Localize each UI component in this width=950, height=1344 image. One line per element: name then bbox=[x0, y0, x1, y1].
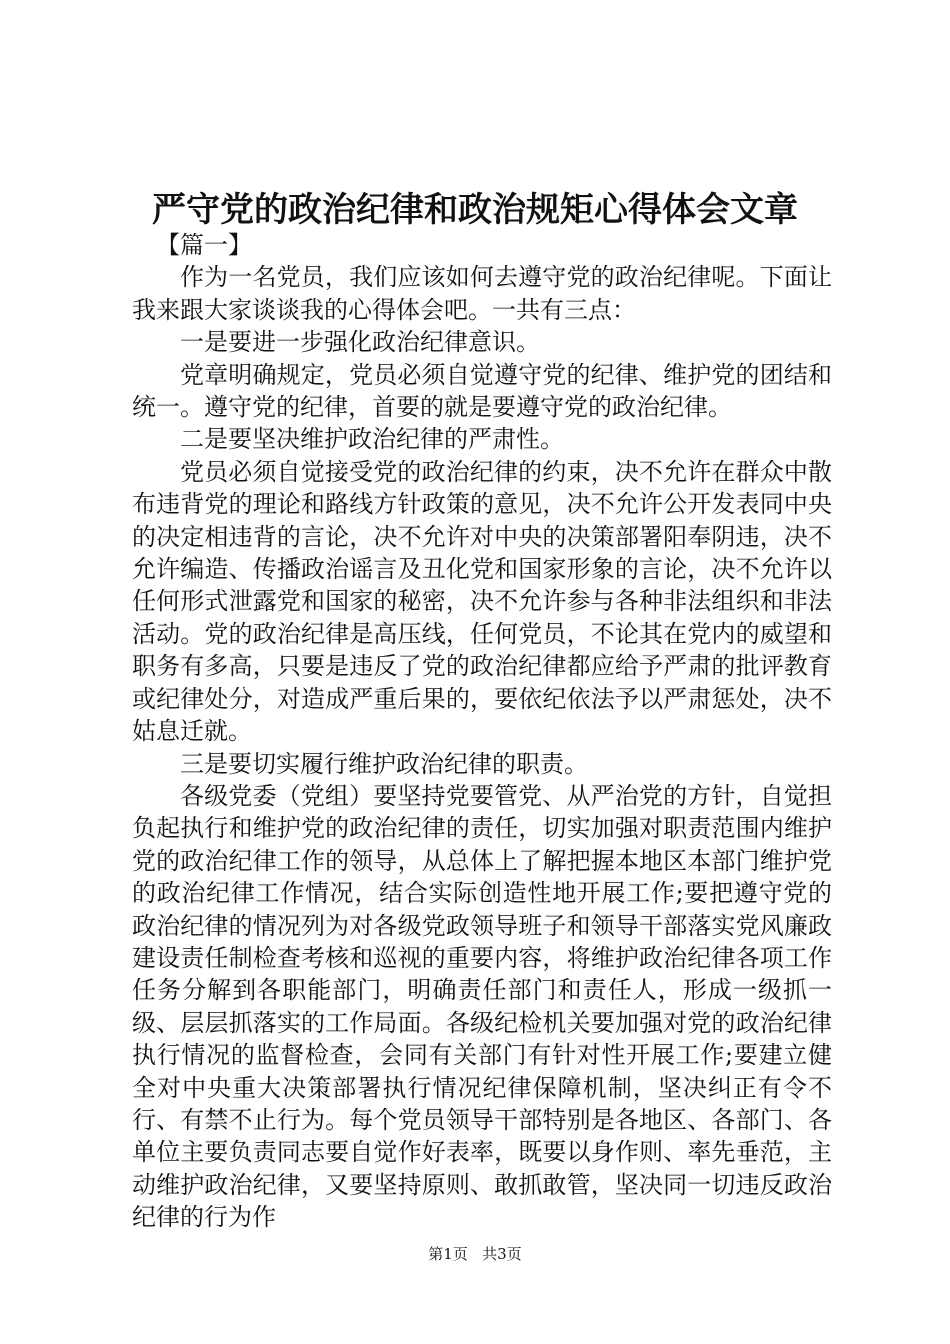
point-three-body: 各级党委（党组）要坚持党要管党、从严治党的方针，自觉担负起执行和维护党的政治纪律的责任，切实加强对职责范围内维护党的政治纪律工作的领导，从总体上了解把握本地区本部门维护党的政治纪律工作情况，结合实际创造性地开展工作;要把遵守党的政治纪律的情况列为对各级党政领导班子和领导干部落实党风廉政建设责任制检查考核和巡视的重要内容，将维护政治纪律各项工作任务分解到各职能部门，明确责任部门和责任人，形成一级抓一级、层层抓落实的工作局面。各级纪检机关要加强对党的政治纪律执行情况的监督检查，会同有关部门有针对性开展工作;要建立健全对中央重大决策部署执行情况纪律保障机制，坚决纠正有令不行、有禁不止行为。每个党员领导干部特别是各地区、各部门、各单位主要负责同志要自觉作好表率，既要以身作则、率先垂范，主动维护政治纪律，又要坚持原则、敢抓敢管，坚决同一切违反政治纪律的行为作 bbox=[132, 781, 832, 1232]
paragraph-intro: 作为一名党员，我们应该如何去遵守党的政治纪律呢。下面让我来跟大家谈谈我的心得体会吧。一共有三点： bbox=[132, 263, 832, 324]
point-one-body: 党章明确规定，党员必须自觉遵守党的纪律、维护党的团结和统一。遵守党的纪律，首要的就是要遵守党的政治纪律。 bbox=[132, 360, 832, 422]
section-label: 【篇一】 bbox=[156, 231, 252, 259]
point-two-body: 党员必须自觉接受党的政治纪律的约束，决不允许在群众中散布违背党的理论和路线方针政策的意见，决不允许公开发表同中央的决定相违背的言论，决不允许对中央的决策部署阳奉阴违，决不允许编造、传播政治谣言及丑化党和国家形象的言论，决不允许以任何形式泄露党和国家的秘密，决不允许参与各种非法组织和非法活动。党的政治纪律是高压线，任何党员，不论其在党内的威望和职务有多高，只要是违反了党的政治纪律都应给予严肃的批评教育或纪律处分，对造成严重后果的，要依纪依法予以严肃惩处，决不姑息迁就。 bbox=[132, 457, 832, 746]
page-number: 第1页 bbox=[428, 1245, 468, 1263]
page-footer bbox=[0, 1244, 950, 1264]
document-title: 严守党的政治纪律和政治规矩心得体会文章 bbox=[152, 190, 798, 230]
point-one-heading: 一是要进一步强化政治纪律意识。 bbox=[180, 328, 540, 357]
document-body bbox=[132, 229, 832, 1234]
point-three-heading: 三是要切实履行维护政治纪律的职责。 bbox=[180, 749, 588, 778]
point-two-heading: 二是要坚决维护政治纪律的严肃性。 bbox=[180, 425, 564, 454]
page-total: 共3页 bbox=[482, 1245, 522, 1263]
